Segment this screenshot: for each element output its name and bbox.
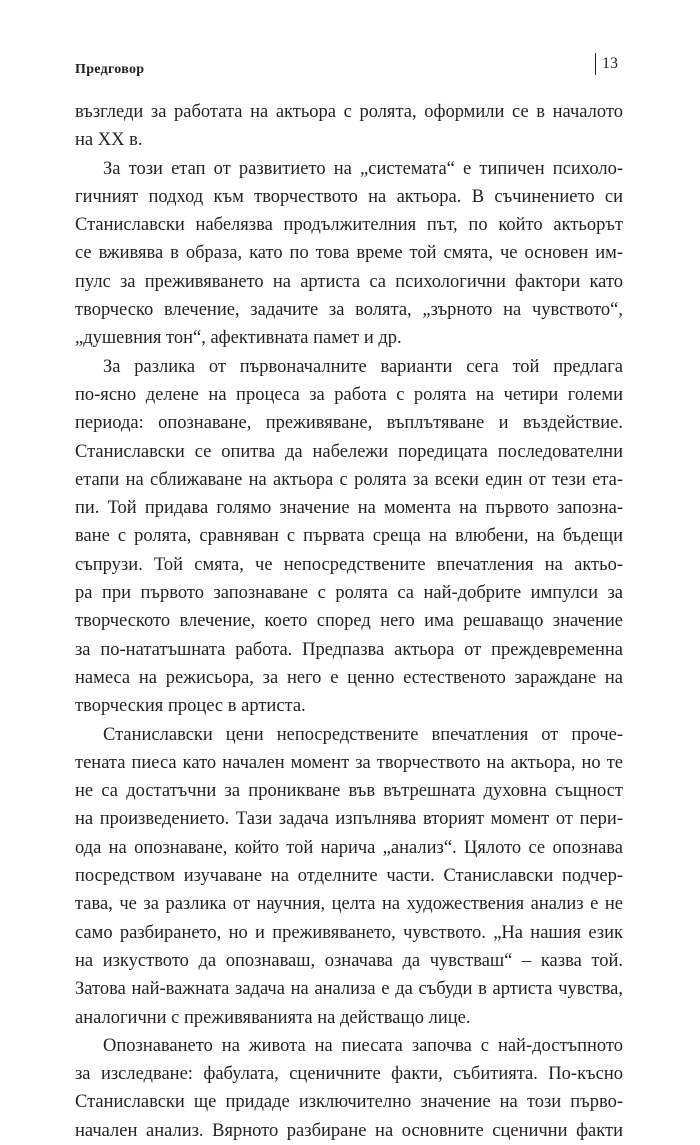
text-line: съпрузи. Той смята, че непосредствените впечатления на актьо- xyxy=(75,554,623,575)
running-head-title: Предговор xyxy=(75,62,145,77)
paragraph xyxy=(75,155,623,353)
text-line: намеса на режисьора, за него е ценно естественото зараждане на xyxy=(75,667,623,688)
paragraph xyxy=(75,98,623,155)
text-line: За разлика от първоначалните варианти сега той предлага xyxy=(103,356,623,377)
page-number-block xyxy=(595,52,618,76)
text-line: творческото влечение, което според него има решаващо значение xyxy=(75,611,623,632)
text-line: Опознаването на живота на пиесата започва с най-достъпното xyxy=(103,1035,623,1056)
text-line: Затова най-важната задача на анализа е да събуди в артиста чувства, xyxy=(75,979,623,1000)
page-number-divider xyxy=(595,53,596,75)
text-line: гичният подход към творчеството на актьора. В съчинението си xyxy=(75,186,623,207)
text-line: творческия процес в артиста. xyxy=(75,696,306,717)
text-line: начален анализ. Вярното разбиране на основните сценични факти xyxy=(75,1120,623,1141)
text-line: ване с ролята, сравняван с първата среща на влюбени, на бъдещи xyxy=(75,526,623,547)
text-line: ра при първото запознаване с ролята са най-добрите импулси за xyxy=(75,583,623,604)
paragraph xyxy=(75,721,623,1032)
paragraph xyxy=(75,353,623,721)
text-line: на произведението. Тази задача изпълнява вторият момент от пери- xyxy=(75,809,623,830)
text-line: за по-нататъшната работа. Предпазва актьора от преждевременна xyxy=(75,639,623,660)
text-line: на XX в. xyxy=(75,130,143,151)
text-line: За този етап от развитието на „системата“ е типичен психоло- xyxy=(103,158,623,179)
page-number: 13 xyxy=(602,55,618,72)
text-line: тава, че за разлика от научния, целта на художествения анализ е не xyxy=(75,894,623,915)
text-line: етапи на сближаване на актьора с ролята за всеки един от тези ета- xyxy=(75,469,623,490)
text-line: пи. Той придава голямо значение на момента на първото запозна- xyxy=(75,498,623,519)
text-line: творческо влечение, задачите за волята, „зърното на чувството“, xyxy=(75,300,623,321)
text-line: възгледи за работата на актьора с ролята, оформили се в началото xyxy=(75,102,623,122)
text-line: пулс за преживяването на артиста са психологични фактори като xyxy=(75,271,623,292)
text-line: Станиславски цени непосредствените впечатления от проче- xyxy=(103,724,623,745)
text-line: ода на опознаване, който той нарича „анализ“. Цялото се опознава xyxy=(75,837,623,858)
text-line: Станиславски се опитва да набележи поредицата последователни xyxy=(75,441,623,462)
text-line: не са достатъчни за проникване във вътрешната духовна същност xyxy=(75,781,623,802)
text-line: Станиславски набелязва продължителния път, по който актьорът xyxy=(75,215,623,236)
text-line: Станиславски ще придаде изключително значение на този първо- xyxy=(75,1092,623,1113)
text-line: аналогични с преживяванията на действащо лице. xyxy=(75,1007,471,1028)
text-line: по-ясно делене на процеса за работа с ролята на четири големи xyxy=(75,384,623,405)
text-line: „душевния тон“, афективната памет и др. xyxy=(75,328,402,349)
text-line: се вживява в образа, като по това време той смята, че основен им- xyxy=(75,243,623,264)
text-line: за изследване: фабулата, сценичните факти, събитията. По-късно xyxy=(75,1064,623,1085)
body-text xyxy=(75,98,623,1145)
text-line: тената пиеса като начален момент за творчеството на актьора, но те xyxy=(75,752,623,773)
text-line: само разбирането, но и преживяването, чувството. „На нашия език xyxy=(75,922,623,943)
text-line: посредством изучаване на отделните части. Станиславски подчер- xyxy=(75,866,623,887)
text-line: на изкуството да опознаваш, означава да чувстваш“ – казва той. xyxy=(75,950,623,971)
paragraph xyxy=(75,1032,623,1145)
text-line: периода: опознаване, преживяване, въплътяване и въздействие. xyxy=(75,413,623,434)
